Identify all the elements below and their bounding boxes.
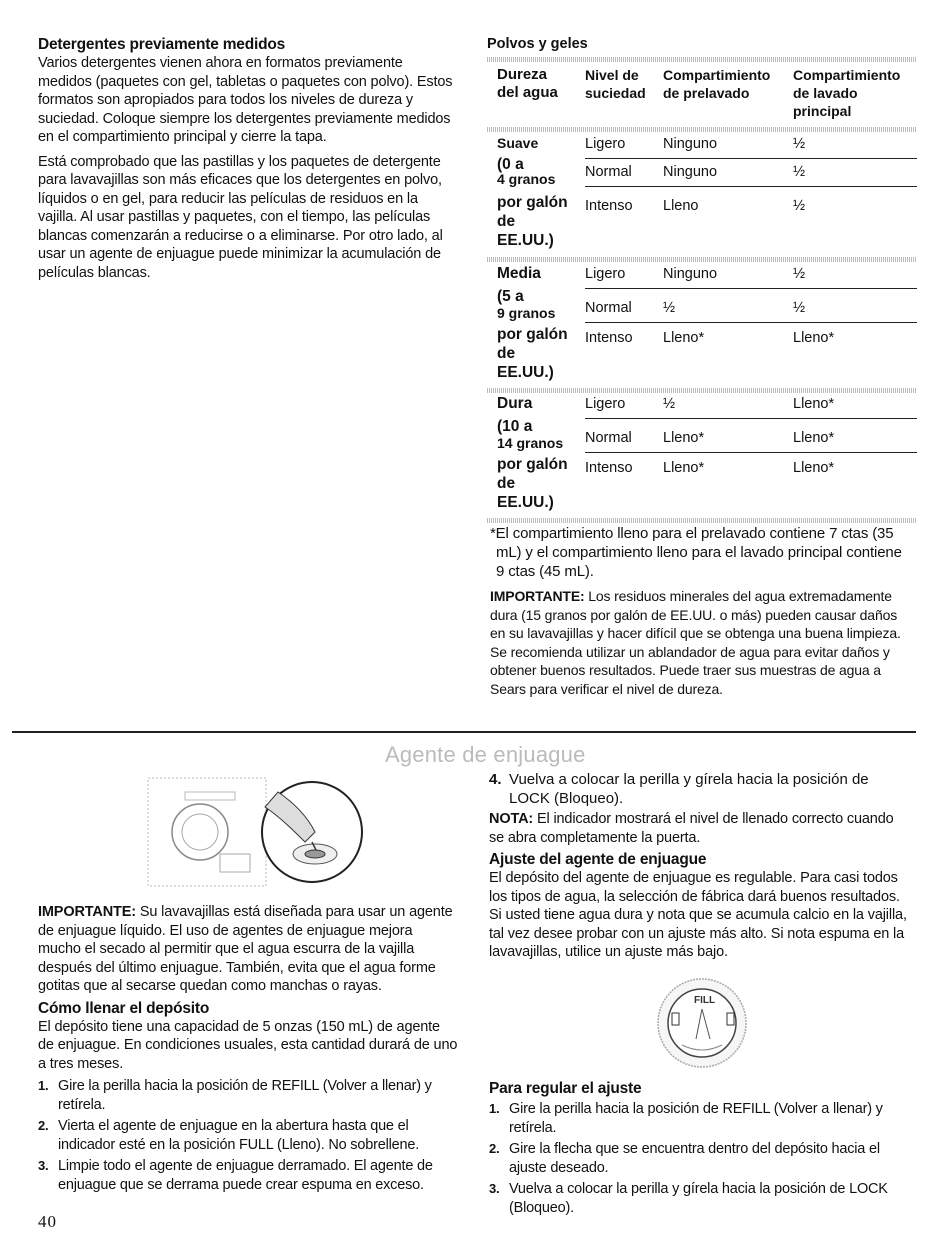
group-range: de bbox=[497, 475, 516, 492]
list-item bbox=[38, 1157, 458, 1194]
important-label: IMPORTANTE: bbox=[38, 904, 136, 920]
important-label: IMPORTANTE: bbox=[490, 588, 585, 604]
cell-mainwash: ½ bbox=[793, 198, 806, 214]
header-hardness: Dureza del agua bbox=[497, 66, 558, 101]
cell-mainwash: Lleno* bbox=[793, 396, 835, 412]
group-range: EE.UU.) bbox=[497, 364, 554, 381]
paragraph: Está comprobado que las pastillas y los paquetes de detergente para lavavajillas son más eficaces que los detergentes en polvo, líquidos o en gel, para reducir las películas de residuos en la vajilla. Al usar pastillas y paquetes, con el tiempo, las películas blancas comenzarán a reducirse o a eliminarse. Por otro lado, al usar un agente de enjuague puede minimizar la acumulación de películas blancas. bbox=[38, 153, 443, 281]
cell-mainwash: Lleno* bbox=[793, 430, 835, 446]
group-range: (0 a bbox=[497, 156, 524, 173]
adjust-text: El depósito del agente de enjuague es regulable. Para casi todos los tipos de agua, la selección de fábrica dará buenos resultados. Si usted tiene agua dura y nota que se acumula calcio en la vajilla, tal vez desee probar con un ajuste más alto. Si nota espuma en la lavavajillas, utilice un ajuste más bajo. bbox=[489, 870, 907, 960]
step-text: Gire la perilla hacia la posición de REFILL (Volver a llenar) y retírela. bbox=[58, 1078, 432, 1113]
list-item bbox=[38, 1077, 458, 1114]
note-text: El indicador mostrará el nivel de llenado correcto cuando se abra completamente la puerta. bbox=[489, 811, 894, 846]
table-top-rule bbox=[487, 57, 917, 62]
step-text: Limpie todo el agente de enjuague derramado. El agente de enjuague que se derrama puede crear espuma en exceso. bbox=[58, 1158, 433, 1193]
header-mainwash: Compartimiento de lavado principal bbox=[793, 67, 901, 119]
cell-mainwash: ½ bbox=[793, 266, 806, 282]
hardness-group-hard bbox=[487, 392, 917, 518]
step-number: 1. bbox=[38, 1078, 49, 1093]
table-row bbox=[585, 426, 917, 453]
dial-label: FILL bbox=[694, 995, 716, 1006]
important-note bbox=[490, 587, 905, 698]
regulate-section bbox=[489, 1080, 909, 1220]
step-number: 2. bbox=[489, 1141, 500, 1156]
list-item bbox=[489, 1140, 909, 1177]
step-number: 3. bbox=[38, 1158, 49, 1173]
table-bottom-rule bbox=[487, 518, 917, 523]
cell-prewash: Ninguno bbox=[663, 136, 718, 152]
cell-prewash: ½ bbox=[663, 396, 676, 412]
important-text: Los residuos minerales del agua extremadamente dura (15 granos por galón de EE.UU. o más) pueden causar daños en su lavavajillas y hacer difícil que se obtenga una buena limpieza. Se recomienda utilizar un ablandador de agua para evitar daños y obtener buenos resultados. Puede traer sus muestras de agua a Sears para verificar el nivel de dureza. bbox=[490, 588, 901, 697]
table-label: Polvos y geles bbox=[487, 36, 588, 52]
header-prewash: Compartimiento de prelavado bbox=[663, 67, 771, 101]
list-item bbox=[38, 1117, 458, 1154]
table-row bbox=[585, 392, 917, 419]
group-range: 4 granos bbox=[497, 171, 556, 187]
section-title: Agente de enjuague bbox=[385, 742, 586, 767]
rinse-aid-right bbox=[489, 770, 909, 962]
cell-soil: Normal bbox=[585, 430, 632, 446]
table-row bbox=[585, 326, 917, 352]
cell-soil: Normal bbox=[585, 164, 632, 180]
list-item bbox=[489, 1180, 909, 1217]
step-number: 3. bbox=[489, 1181, 500, 1196]
cell-mainwash: ½ bbox=[793, 300, 806, 316]
hardness-group-soft bbox=[487, 132, 917, 256]
cell-soil: Normal bbox=[585, 300, 632, 316]
cell-soil: Ligero bbox=[585, 136, 626, 152]
cell-soil: Ligero bbox=[585, 396, 626, 412]
regulate-steps bbox=[489, 1100, 909, 1217]
detergents-section bbox=[38, 36, 458, 282]
section-divider bbox=[12, 731, 916, 733]
group-name: Dura bbox=[497, 395, 533, 412]
group-range: 14 granos bbox=[497, 435, 564, 451]
step-text: Vuelva a colocar la perilla y gírela hacia la posición de LOCK (Bloqueo). bbox=[509, 771, 869, 807]
cell-prewash: Lleno* bbox=[663, 330, 705, 346]
note-label: NOTA: bbox=[489, 811, 534, 827]
step-text: Gire la perilla hacia la posición de REFILL (Volver a llenar) y retírela. bbox=[509, 1101, 883, 1136]
cell-prewash: ½ bbox=[663, 300, 676, 316]
step-text: Vierta el agente de enjuague en la abertura hasta que el indicador esté en la posición FULL (Lleno). No sobrellene. bbox=[58, 1118, 420, 1153]
cell-prewash: Lleno* bbox=[663, 430, 705, 446]
group-range: EE.UU.) bbox=[497, 494, 554, 511]
cell-soil: Intenso bbox=[585, 198, 633, 214]
adjust-heading: Ajuste del agente de enjuague bbox=[489, 851, 707, 868]
table-row bbox=[585, 262, 917, 289]
cell-soil: Intenso bbox=[585, 330, 633, 346]
table-header bbox=[487, 64, 917, 126]
group-range: 9 granos bbox=[497, 305, 556, 321]
important-note bbox=[38, 903, 458, 996]
page-number: 40 bbox=[38, 1212, 57, 1231]
cell-prewash: Lleno* bbox=[663, 460, 705, 476]
table-notes bbox=[490, 524, 905, 698]
step-number: 2. bbox=[38, 1118, 49, 1133]
group-range: por galón bbox=[497, 194, 568, 211]
group-range: EE.UU.) bbox=[497, 232, 554, 249]
group-range: de bbox=[497, 213, 516, 230]
group-range: de bbox=[497, 345, 516, 362]
note bbox=[489, 810, 909, 847]
group-range: por galón bbox=[497, 326, 568, 343]
step-text: Vuelva a colocar la perilla y gírela hacia la posición de LOCK (Bloqueo). bbox=[509, 1181, 888, 1216]
cell-prewash: Ninguno bbox=[663, 266, 718, 282]
group-name: Media bbox=[497, 265, 541, 282]
group-range: (10 a bbox=[497, 418, 533, 435]
hardness-group-medium bbox=[487, 262, 917, 386]
cell-mainwash: Lleno* bbox=[793, 330, 835, 346]
rinse-aid-left bbox=[38, 903, 458, 1197]
step-text: Gire la flecha que se encuentra dentro del depósito hacia el ajuste deseado. bbox=[509, 1141, 880, 1176]
table-row bbox=[585, 194, 917, 220]
fill-heading: Cómo llenar el depósito bbox=[38, 999, 210, 1017]
cell-mainwash: Lleno* bbox=[793, 460, 835, 476]
section-heading: Detergentes previamente medidos bbox=[38, 36, 286, 53]
important-text: Su lavavajillas está diseñada para usar un agente de enjuague líquido. El uso de agentes de enjuague mejora mucho el secado al permitir que el agua escurra de la vajilla después del último enjuague. También, evita que el agua forme gotitas que al secarse quedan como manchas o rayas. bbox=[38, 904, 453, 994]
cell-prewash: Lleno bbox=[663, 198, 699, 214]
fill-text: El depósito tiene una capacidad de 5 onzas (150 mL) de agente de enjuague. En condiciones usuales, esta cantidad durará de uno a tres meses. bbox=[38, 1018, 458, 1072]
table-row bbox=[585, 160, 917, 187]
table-row bbox=[585, 296, 917, 323]
cell-soil: Ligero bbox=[585, 266, 626, 282]
fill-steps bbox=[38, 1077, 458, 1194]
cell-mainwash: ½ bbox=[793, 136, 806, 152]
regulate-heading: Para regular el ajuste bbox=[489, 1080, 642, 1097]
step-number: 1. bbox=[489, 1101, 500, 1116]
dial-illustration bbox=[652, 975, 752, 1071]
dispenser-illustration bbox=[140, 772, 365, 892]
footnote: *El compartimiento lleno para el prelavado contiene 7 ctas (35 mL) y el compartimiento lleno para el lavado principal contiene 9 ctas (45 mL). bbox=[490, 525, 902, 580]
group-range: por galón bbox=[497, 456, 568, 473]
header-soil-level: Nivel de suciedad bbox=[585, 67, 646, 101]
table-row bbox=[585, 456, 917, 482]
step-4 bbox=[489, 770, 909, 808]
cell-mainwash: ½ bbox=[793, 164, 806, 180]
group-range: (5 a bbox=[497, 288, 524, 305]
cell-soil: Intenso bbox=[585, 460, 633, 476]
group-name: Suave bbox=[497, 135, 539, 151]
step-number: 4. bbox=[489, 771, 502, 788]
list-item bbox=[489, 1100, 909, 1137]
cell-prewash: Ninguno bbox=[663, 164, 718, 180]
table-row bbox=[585, 132, 917, 159]
paragraph: Varios detergentes vienen ahora en formatos previamente medidos (paquetes con gel, tabletas o paquetes con polvo). Estos formatos son apropiados para todos los niveles de dureza y suciedad. Coloque siempre los detergentes previamente medidos en el compartimiento principal y cierre la tapa. bbox=[38, 55, 453, 145]
